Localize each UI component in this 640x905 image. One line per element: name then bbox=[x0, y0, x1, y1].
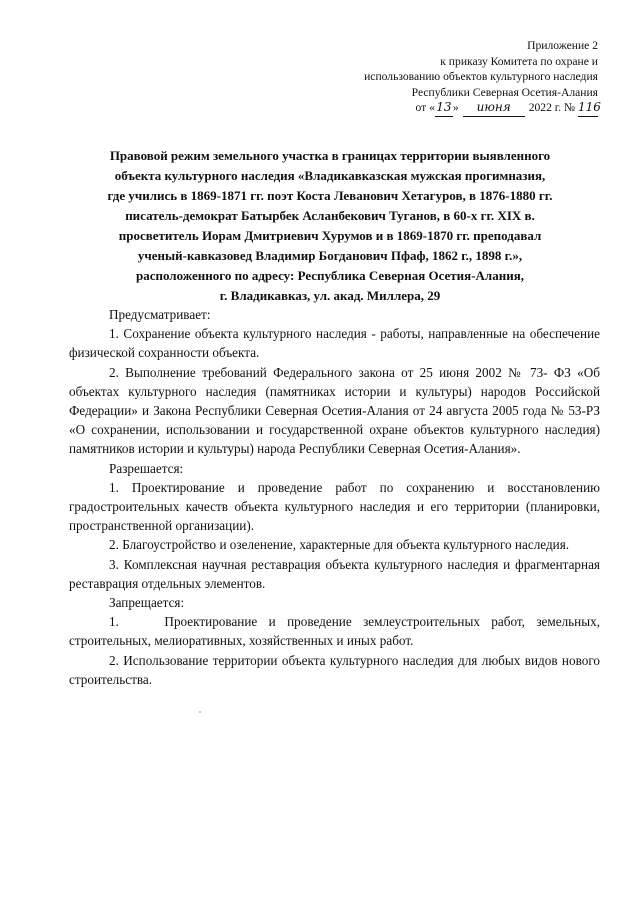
title-line: объекта культурного наследия «Владикавказская мужская прогимназия, bbox=[114, 168, 546, 183]
handwritten-order-number: 116 bbox=[578, 100, 598, 117]
title-line: г. Владикавказ, ул. акад. Миллера, 29 bbox=[219, 288, 441, 303]
allowed-heading: Разрешается: bbox=[109, 460, 184, 476]
order-reference-line-3: Республики Северная Осетия-Алания bbox=[411, 85, 598, 99]
title-line: Правовой режим земельного участка в границах территории выявленного bbox=[109, 148, 551, 163]
document-title bbox=[60, 146, 600, 306]
allowed-item: 1. Проектирование и проведение работ по сохранению и восстановлению градостроительных качеств объекта культурного наследия и его территории (планировки, пространственной организации). bbox=[69, 479, 600, 534]
appendix-number: Приложение 2 bbox=[527, 39, 598, 52]
date-prefix: от « bbox=[415, 101, 435, 115]
date-quote-close: » bbox=[452, 101, 459, 115]
forbidden-item: 1. Проектирование и проведение землеустроительных работ, земельных, строительных, мелиоративных, хозяйственных и иных работ. bbox=[69, 614, 604, 649]
document-body bbox=[69, 305, 604, 689]
title-line: писатель-демократ Батырбек Асланбекович Туганов, в 60-х гг. XIX в. bbox=[125, 208, 535, 223]
title-line: расположенного по адресу: Республика Северная Осетия-Алания, bbox=[135, 268, 524, 283]
handwritten-month: июня bbox=[463, 100, 525, 117]
order-date-line bbox=[308, 100, 601, 117]
handwritten-day: 13 bbox=[435, 100, 453, 117]
allowed-item: 3. Комплексная научная реставрация объекта культурного наследия и фрагментарная реставрация отдельных элементов. bbox=[69, 556, 600, 591]
forbidden-heading: Запрещается: bbox=[109, 595, 185, 611]
scan-speck bbox=[199, 711, 201, 713]
date-year: 2022 г. № bbox=[528, 101, 576, 115]
title-line: где учились в 1869-1871 гг. поэт Коста Леванович Хетагуров, в 1876-1880 гг. bbox=[107, 188, 553, 203]
title-line: просветитель Иорам Дмитриевич Хурумов и в 1869-1870 гг. преподавал bbox=[118, 228, 542, 243]
appendix-header bbox=[308, 38, 601, 117]
title-line: ученый-кавказовед Владимир Богданович Пфаф, 1862 г., 1898 г.», bbox=[137, 248, 523, 263]
allowed-item: 2. Благоустройство и озеленение, характерные для объекта культурного наследия. bbox=[109, 537, 570, 553]
provides-item: 2. Выполнение требований Федерального закона от 25 июня 2002 № 73- ФЗ «Об объектах культурного наследия (памятниках истории и культуры) народов Российской Федерации» и Закона Республики Северная Осетия-Алания от 24 августа 2005 года № 53-РЗ «О сохранении, использовании и государственной охране объектов культурного наследия) памятников истории и культуры) народа Республики Северная Осетия-Алания». bbox=[69, 364, 600, 457]
forbidden-item: 2. Использование территории объекта культурного наследия для любых видов нового строительства. bbox=[69, 652, 600, 687]
provides-item: 1. Сохранение объекта культурного наследия - работы, направленные на обеспечение физической сохранности объекта. bbox=[69, 326, 600, 361]
order-reference-line-2: использованию объектов культурного наследия bbox=[364, 70, 598, 84]
order-reference-line-1: к приказу Комитета по охране и bbox=[440, 54, 598, 68]
provides-heading: Предусматривает: bbox=[109, 307, 211, 322]
